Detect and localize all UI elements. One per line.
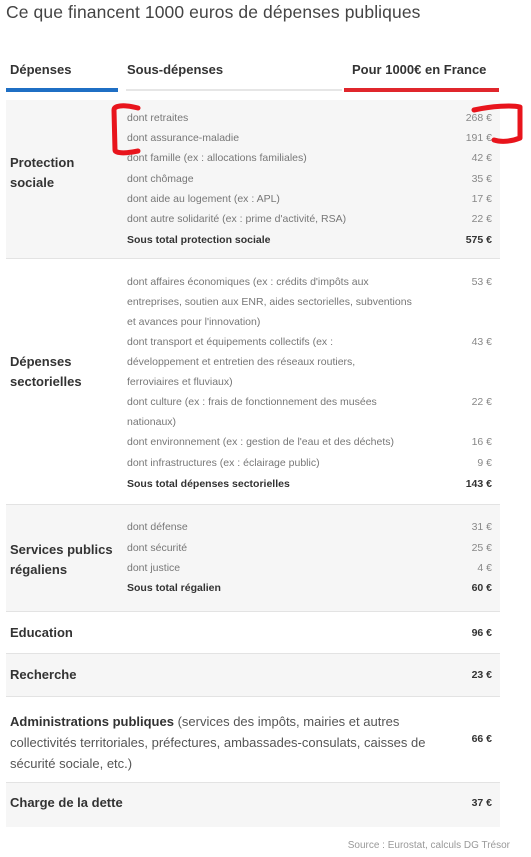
subtotal-amount: 143 €: [465, 478, 492, 490]
amount: 37 €: [471, 797, 492, 809]
amount: 22 €: [471, 396, 492, 408]
list-item: dont justice: [127, 562, 181, 574]
list-item: dont aide au logement (ex : APL): [127, 193, 280, 205]
list-item-cont: et avances pour l'innovation): [127, 316, 261, 328]
list-item-cont: entreprises, soutien aux ENR, aides sectorielles, subventions: [127, 296, 412, 308]
subtotal-label: Sous total protection sociale: [127, 234, 271, 246]
divider: [6, 611, 500, 612]
amount: 31 €: [471, 521, 492, 533]
amount: 53 €: [471, 276, 492, 288]
list-item: dont culture (ex : frais de fonctionnement des musées: [127, 396, 377, 408]
list-item-cont: nationaux): [127, 416, 177, 428]
header-underline-blue: [6, 88, 118, 92]
amount: 42 €: [471, 152, 492, 164]
right-bracket-annotation: [465, 100, 528, 150]
header-depenses: Dépenses: [10, 62, 72, 77]
header-underline-grey: [126, 89, 342, 91]
amount: 16 €: [471, 436, 492, 448]
source-note: Source : Eurostat, calculs DG Trésor: [347, 840, 510, 851]
category-depenses-sectorielles: Dépenses sectorielles: [10, 354, 82, 389]
list-item: dont affaires économiques (ex : crédits d'impôts aux: [127, 276, 369, 288]
divider: [6, 782, 500, 783]
category-protection-sociale: Protection sociale: [10, 155, 75, 190]
amount: 23 €: [471, 669, 492, 681]
list-item-cont: ferroviaires et fluviaux): [127, 376, 233, 388]
amount: 9 €: [477, 457, 492, 469]
amount: 191 €: [465, 132, 492, 144]
list-item: dont retraites: [127, 112, 189, 124]
divider: [6, 696, 500, 697]
list-item: dont défense: [127, 521, 188, 533]
page-title: Ce que financent 1000 euros de dépenses publiques: [6, 2, 421, 22]
category-charge-dette: Charge de la dette: [10, 795, 123, 810]
amount: 4 €: [477, 562, 492, 574]
subtotal-label: Sous total régalien: [127, 582, 221, 594]
list-item: dont famille (ex : allocations familiales): [127, 152, 307, 164]
subtotal-amount: 60 €: [471, 582, 492, 594]
section-recherche: [6, 654, 500, 696]
list-item: dont autre solidarité (ex : prime d'activité, RSA): [127, 213, 347, 225]
amount: 22 €: [471, 213, 492, 225]
list-item: dont chômage: [127, 173, 194, 185]
list-item: dont sécurité: [127, 542, 188, 554]
list-item: dont transport et équipements collectifs (ex :: [127, 336, 334, 348]
header-sous-depenses: Sous-dépenses: [127, 62, 224, 77]
header-underline-red: [344, 88, 499, 92]
list-item: dont environnement (ex : gestion de l'eau et des déchets): [127, 436, 395, 448]
amount: 268 €: [465, 112, 492, 124]
amount: 35 €: [471, 173, 492, 185]
category-services-regaliens: Services publics régaliens: [10, 542, 113, 577]
header-pour-1000: Pour 1000€ en France: [352, 62, 487, 77]
divider: [6, 258, 500, 259]
subtotal-label: Sous total dépenses sectorielles: [127, 478, 290, 490]
list-item: dont infrastructures (ex : éclairage public): [127, 457, 320, 469]
amount: 66 €: [471, 733, 492, 745]
divider: [6, 504, 500, 505]
category-education: Education: [10, 625, 73, 640]
list-item-cont: développement et entretien des réseaux routiers,: [127, 356, 356, 368]
left-bracket-annotation: [100, 100, 142, 158]
amount: 25 €: [471, 542, 492, 554]
amount: 17 €: [471, 193, 492, 205]
amount: 96 €: [471, 627, 492, 639]
divider: [6, 653, 500, 654]
category-recherche: Recherche: [10, 667, 77, 682]
list-item: dont assurance-maladie: [127, 132, 240, 144]
subtotal-amount: 575 €: [465, 234, 492, 246]
category-administrations-publiques: Administrations publiques (services des impôts, mairies et autres collectivités territoriales, préfectures, ambassades-consulats, caisses de sécurité sociale, etc.): [10, 714, 426, 771]
amount: 43 €: [471, 336, 492, 348]
